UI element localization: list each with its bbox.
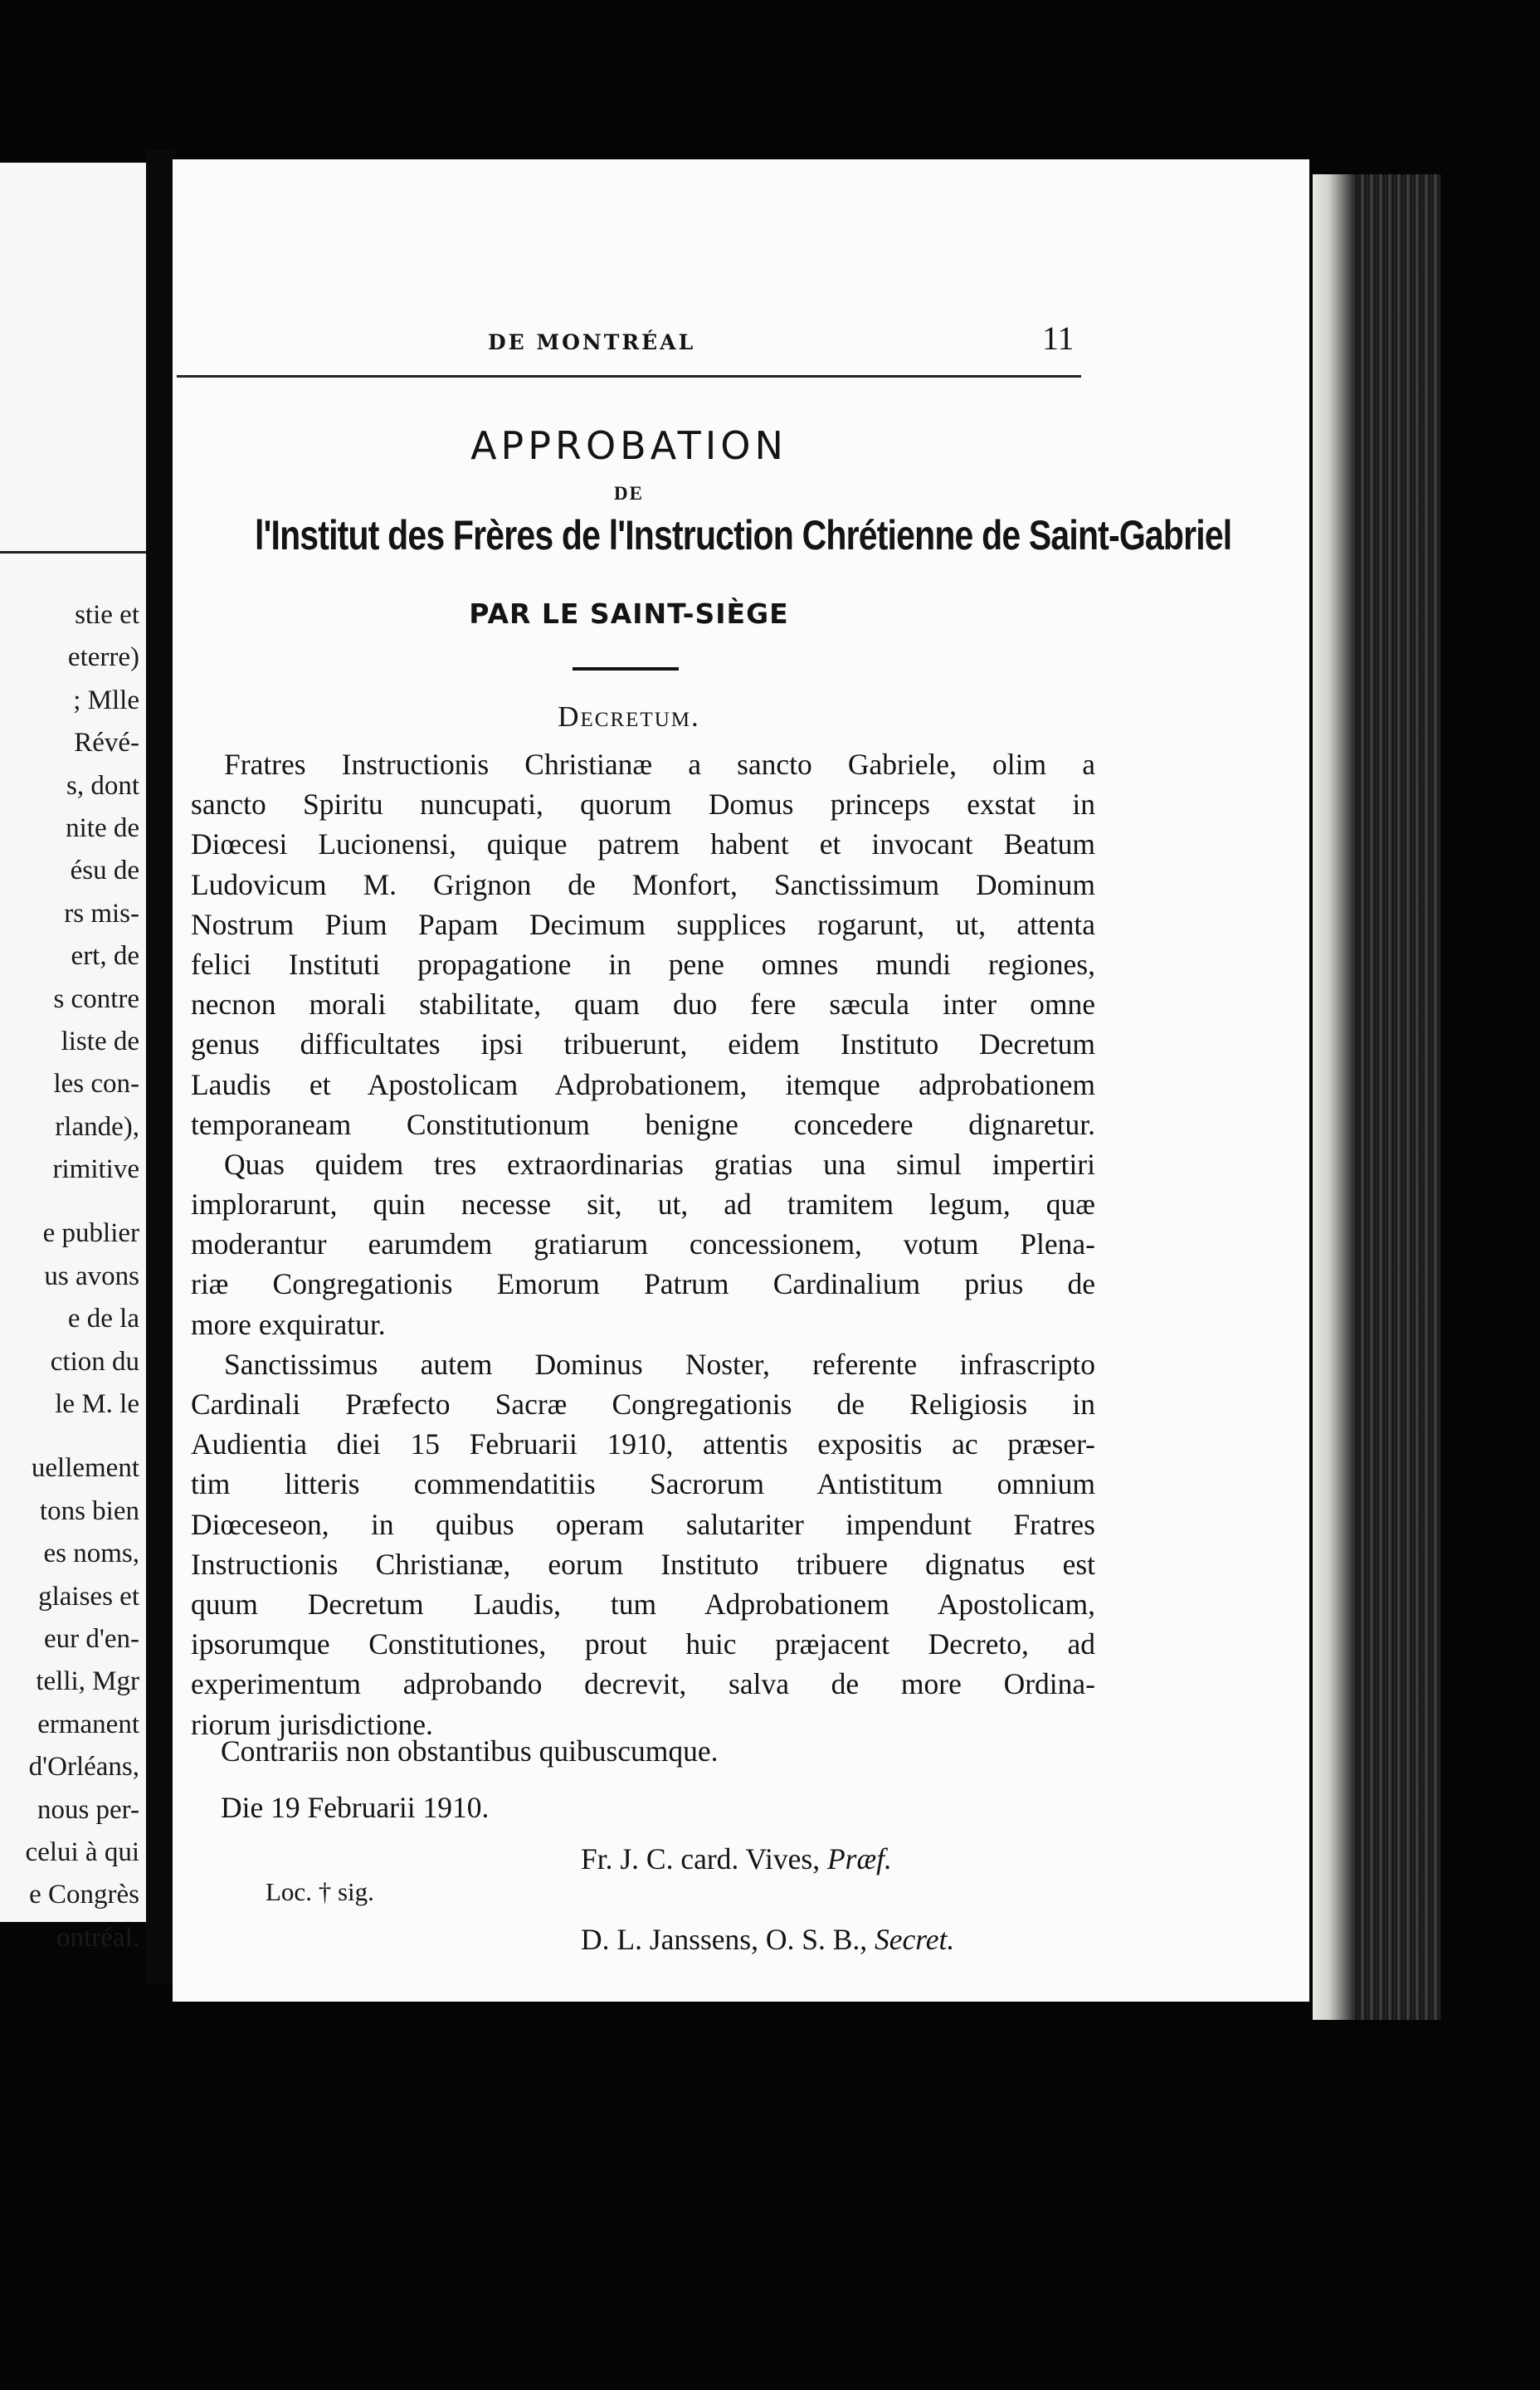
previous-page-line: s, dont — [66, 770, 139, 801]
decree-line: Cardinali Præfecto Sacræ Congregationis de Religiosis in — [191, 1388, 1095, 1421]
previous-page-line: ésu de — [70, 856, 139, 886]
book-page-edge-highlight — [1313, 174, 1354, 2020]
decree-line: more exquiratur. — [191, 1307, 386, 1341]
previous-page-rule — [0, 551, 146, 554]
decree-line: moderantur earumdem gratiarum concessionem, votum Plena- — [191, 1227, 1095, 1261]
previous-page-line: glaises et — [38, 1581, 139, 1612]
title-connector: DE — [614, 483, 644, 504]
section-heading — [173, 700, 1085, 734]
running-head — [173, 319, 1309, 358]
page — [173, 159, 1309, 2002]
running-title: DE MONTRÉAL — [488, 330, 696, 354]
previous-page-line: nous per- — [37, 1794, 139, 1825]
previous-page-line: Révé- — [74, 728, 139, 758]
previous-page-line: tons bien — [39, 1495, 139, 1526]
decree-line: implorarunt, quin necesse sit, ut, ad tramitem legum, quæ — [191, 1188, 1095, 1222]
decree-line: Diœcesi Lucionensi, quique patrem habent et invocant Beatum — [191, 827, 1095, 861]
previous-page-line: le M. le — [55, 1389, 139, 1420]
decretum-label: Decretum. — [558, 700, 700, 733]
decree-line: Diœceseon, in quibus operam salutariter impendunt Fratres — [191, 1507, 1095, 1541]
decree-line: tim litteris commendatitiis Sacrorum Antistitum omnium — [191, 1467, 1095, 1501]
previous-page-line: rs mis- — [64, 898, 139, 929]
signature-vives — [581, 1841, 892, 1876]
title-divider — [573, 667, 679, 671]
previous-page-line: telli, Mgr — [36, 1666, 139, 1697]
previous-page-line: e Congrès — [29, 1880, 139, 1910]
previous-page-line: ontréal. — [56, 1922, 139, 1953]
previous-page-line: e de la — [67, 1304, 139, 1334]
previous-page-line — [0, 1191, 139, 1212]
previous-page-line: eur d'en- — [44, 1623, 139, 1654]
signature-janssens — [581, 1922, 954, 1957]
previous-page-line: e publier — [42, 1218, 139, 1249]
book-gutter — [146, 149, 176, 1983]
previous-page-line: rlande), — [55, 1111, 139, 1142]
previous-page-line: eterre) — [67, 642, 139, 673]
decree-line: quum Decretum Laudis, tum Adprobationem Apostolicam, — [191, 1587, 1095, 1621]
decree-line: Ludovicum M. Grignon de Monfort, Sanctissimum Dominum — [191, 867, 1095, 901]
previous-page-line: les con- — [53, 1069, 139, 1100]
decree-line: Laudis et Apostolicam Adprobationem, itemque adprobationem — [191, 1067, 1095, 1101]
previous-page-text — [0, 594, 139, 1959]
decree-line: riorum jurisdictione. — [191, 1707, 433, 1741]
decree-line: Nostrum Pium Papam Decimum supplices rogarunt, ut, attenta — [191, 907, 1095, 941]
previous-page-line: d'Orléans, — [28, 1752, 139, 1783]
previous-page-line: uellement — [31, 1453, 139, 1484]
previous-page-line — [0, 1426, 139, 1447]
decree-line: sancto Spiritu nuncupati, quorum Domus princeps exstat in — [191, 788, 1095, 822]
header-rule — [177, 375, 1081, 378]
previous-page-fragment — [0, 163, 146, 1953]
previous-page-line: celui à qui — [25, 1836, 139, 1867]
previous-page-line: nite de — [66, 812, 139, 843]
previous-page-line: stie et — [75, 600, 139, 630]
previous-page-line: s contre — [53, 983, 139, 1014]
previous-page-line: ert, de — [71, 941, 139, 972]
decree-date: Die 19 Februarii 1910. — [221, 1791, 490, 1824]
institute-name: l'Institut des Frères de l'Instruction Chrétienne de Saint-Gabriel — [255, 512, 1232, 558]
signature-janssens-name: D. L. Janssens, O. S. B., — [581, 1923, 868, 1956]
previous-page-line: ction du — [50, 1346, 139, 1377]
decree-line: Audientia diei 15 Februarii 1910, attentis expositis ac præser- — [191, 1427, 1095, 1461]
page-number: 11 — [1042, 319, 1075, 357]
decree-line: Fratres Instructionis Christianæ a sancto Gabriele, olim a — [224, 748, 1095, 781]
title-authority: PAR LE SAINT-SIÈGE — [469, 598, 789, 630]
decree-line: necnon morali stabilitate, quam duo fere sæcula inter omne — [191, 988, 1095, 1022]
decree-line: ipsorumque Constitutiones, prout huic præjacent Decreto, ad — [191, 1627, 1095, 1661]
signature-janssens-title: Secret. — [875, 1923, 955, 1956]
previous-page-line: ; Mlle — [73, 685, 139, 715]
decree-line: Instructionis Christianæ, eorum Instituto tribuere dignatus est — [191, 1547, 1095, 1581]
signature-vives-name: Fr. J. C. card. Vives, — [581, 1842, 821, 1875]
decree-line: felici Instituti propagatione in pene omnes mundi regiones, — [191, 947, 1095, 981]
seal-location: Loc. † sig. — [266, 1877, 374, 1906]
previous-page-line: ermanent — [37, 1709, 139, 1739]
document-title: APPROBATION — [470, 423, 787, 468]
decree-line: Quas quidem tres extraordinarias gratias una simul impertiri — [224, 1147, 1095, 1181]
decree-line: genus difficultates ipsi tribuerunt, eidem Instituto Decretum — [191, 1027, 1095, 1061]
signature-vives-title: Præf. — [826, 1842, 892, 1875]
closing-formula: Contrariis non obstantibus quibuscumque. — [221, 1734, 719, 1768]
decree-body — [191, 744, 1095, 1744]
previous-page-line: liste de — [61, 1026, 139, 1056]
decree-line: riæ Congregationis Emorum Patrum Cardinalium prius de — [191, 1267, 1095, 1301]
previous-page-line: rimitive — [52, 1154, 139, 1185]
decree-line: Sanctissimus autem Dominus Noster, referente infrascripto — [224, 1347, 1095, 1381]
previous-page-line: us avons — [44, 1261, 139, 1291]
previous-page-line: es noms, — [43, 1539, 139, 1569]
decree-line: experimentum adprobando decrevit, salva de more Ordina- — [191, 1667, 1095, 1701]
decree-line: temporaneam Constitutionum benigne concedere dignaretur. — [191, 1107, 1095, 1141]
